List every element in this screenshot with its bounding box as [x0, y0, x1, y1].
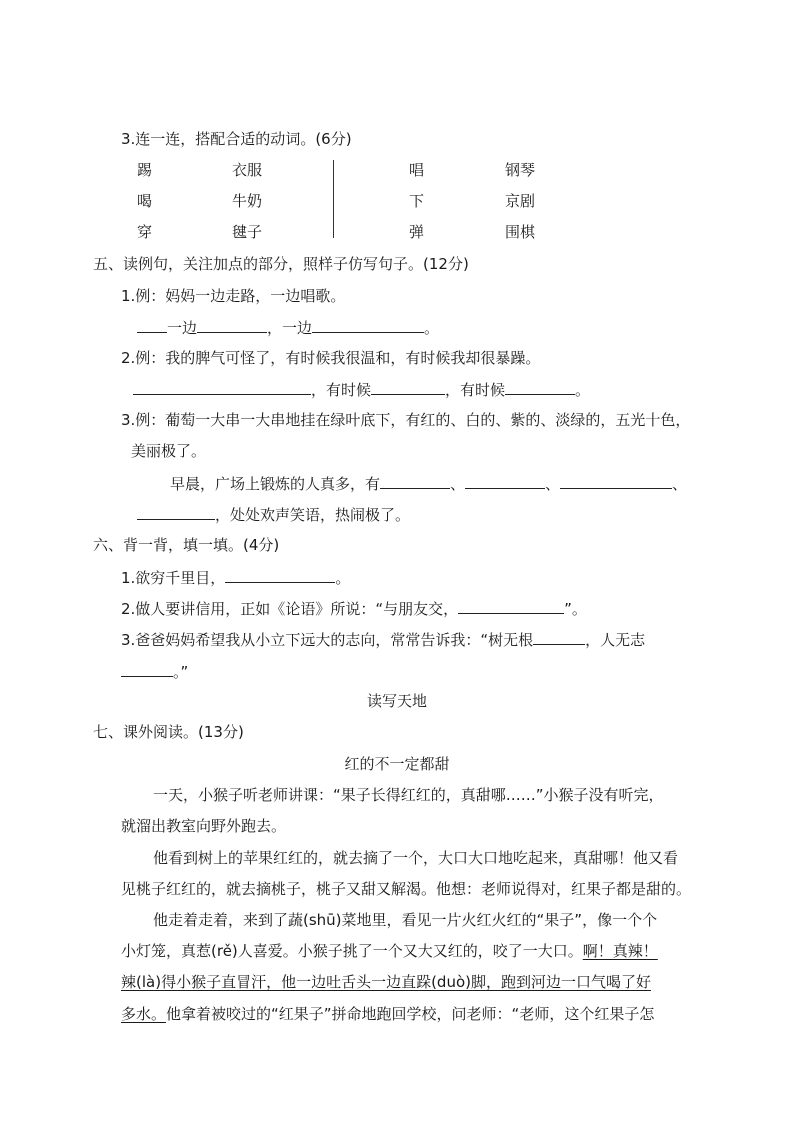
answer-blank[interactable] — [458, 597, 564, 614]
p3-line-4: 多水。他拿着被咬过的“红果子”拼命地跑回学校，问老师：“老师，这个红果子怎 — [121, 1005, 655, 1023]
s5-item-3-example-line-2: 美丽极了。 — [131, 442, 207, 460]
section-7-title: 七、课外阅读。(13分) — [93, 723, 244, 741]
p2-line-2: 见桃子红红的，就去摘桃子，桃子又甜又解渴。他想：老师说得对，红果子都是甜的。 — [121, 880, 692, 898]
s6-item-2: 2.做人要讲信用，正如《论语》所说：“与朋友交， ”。 — [121, 597, 587, 620]
right-noun-2: 京剧 — [505, 192, 536, 210]
answer-blank[interactable] — [137, 503, 215, 520]
story-title: 红的不一定都甜 — [344, 755, 450, 773]
underlined-sentence: 辣(là)得小猴子直冒汗，他一边吐舌头一边直跺(duò)脚，跑到河边一口气喝了好 — [121, 973, 651, 991]
s6-item-3-line-2: 。” — [121, 660, 188, 683]
p1-line-2: 就溜出教室向野外跑去。 — [121, 817, 287, 835]
p2-line-1: 他看到树上的苹果红红的，就去摘了一个，大口大口地吃起来，真甜哪！他又看 — [153, 849, 679, 867]
answer-blank[interactable] — [505, 378, 575, 395]
answer-blank[interactable] — [465, 472, 545, 489]
right-verb-2: 下 — [409, 192, 425, 210]
p1-line-1: 一天，小猴子听老师讲课：“果子长得红红的，真甜哪……”小猴子没有听完， — [153, 786, 664, 804]
column-divider — [333, 160, 334, 238]
s5-item-3-example-line-1: 3.例：葡萄一大串一大串地挂在绿叶底下，有红的、白的、紫的、淡绿的，五光十色， — [121, 411, 691, 429]
s5-item-2-answer: ，有时候 ，有时候 。 — [133, 378, 590, 401]
answer-blank[interactable] — [533, 628, 585, 645]
p3-line-2: 小灯笼，真惹(rě)人喜爱。小猴子挑了一个又大又红的，咬了一大口。啊！真辣！ — [121, 942, 658, 960]
answer-blank[interactable] — [312, 316, 424, 333]
answer-blank[interactable] — [121, 660, 173, 677]
section-heading: 读写天地 — [366, 692, 427, 710]
s5-item-2-example: 2.例：我的脾气可怪了，有时候我很温和，有时候我却很暴躁。 — [121, 349, 541, 367]
s6-item-3-line-1: 3.爸爸妈妈希望我从小立下远大的志向，常常告诉我：“树无根 ，人无志 — [121, 628, 645, 651]
answer-blank[interactable] — [371, 378, 445, 395]
answer-blank[interactable] — [225, 566, 335, 583]
section-6-title: 六、背一背，填一填。(4分) — [93, 536, 280, 554]
right-noun-1: 钢琴 — [505, 161, 536, 179]
right-verb-3: 弹 — [409, 223, 425, 241]
left-noun-2: 牛奶 — [232, 192, 263, 210]
answer-blank[interactable] — [380, 472, 450, 489]
s5-item-1-example: 1.例：妈妈一边走路，一边唱歌。 — [121, 287, 346, 305]
s6-item-1: 1.欲穷千里目， 。 — [121, 566, 350, 589]
underlined-sentence: 多水。 — [121, 1005, 167, 1023]
answer-blank[interactable] — [197, 316, 267, 333]
s5-item-3-answer-line-2: ，处处欢声笑语，热闹极了。 — [137, 503, 410, 526]
left-noun-1: 衣服 — [232, 161, 263, 179]
left-verb-3: 穿 — [137, 223, 153, 241]
p3-line-1: 他走着走着，来到了蔬(shū)菜地里，看见一片火红火红的“果子”，像一个个 — [153, 911, 658, 929]
answer-blank[interactable] — [133, 378, 311, 395]
answer-blank[interactable] — [137, 316, 167, 333]
s5-item-3-answer-line-1: 早晨，广场上锻炼的人真多，有 、 、 、 — [170, 472, 687, 495]
right-verb-1: 唱 — [409, 161, 425, 179]
left-noun-3: 毽子 — [232, 223, 263, 241]
left-verb-1: 踢 — [137, 161, 153, 179]
underlined-sentence: 啊！真辣！ — [582, 942, 658, 960]
right-noun-3: 围棋 — [505, 223, 536, 241]
left-verb-2: 喝 — [137, 192, 153, 210]
p3-line-3 — [121, 971, 651, 993]
answer-blank[interactable] — [560, 472, 672, 489]
q3-title: 3.连一连，搭配合适的动词。(6分) — [121, 130, 352, 148]
s5-item-1-answer: 一边 ，一边 。 — [137, 316, 439, 339]
section-5-title: 五、读例句，关注加点的部分，照样子仿写句子。(12分) — [93, 255, 469, 273]
